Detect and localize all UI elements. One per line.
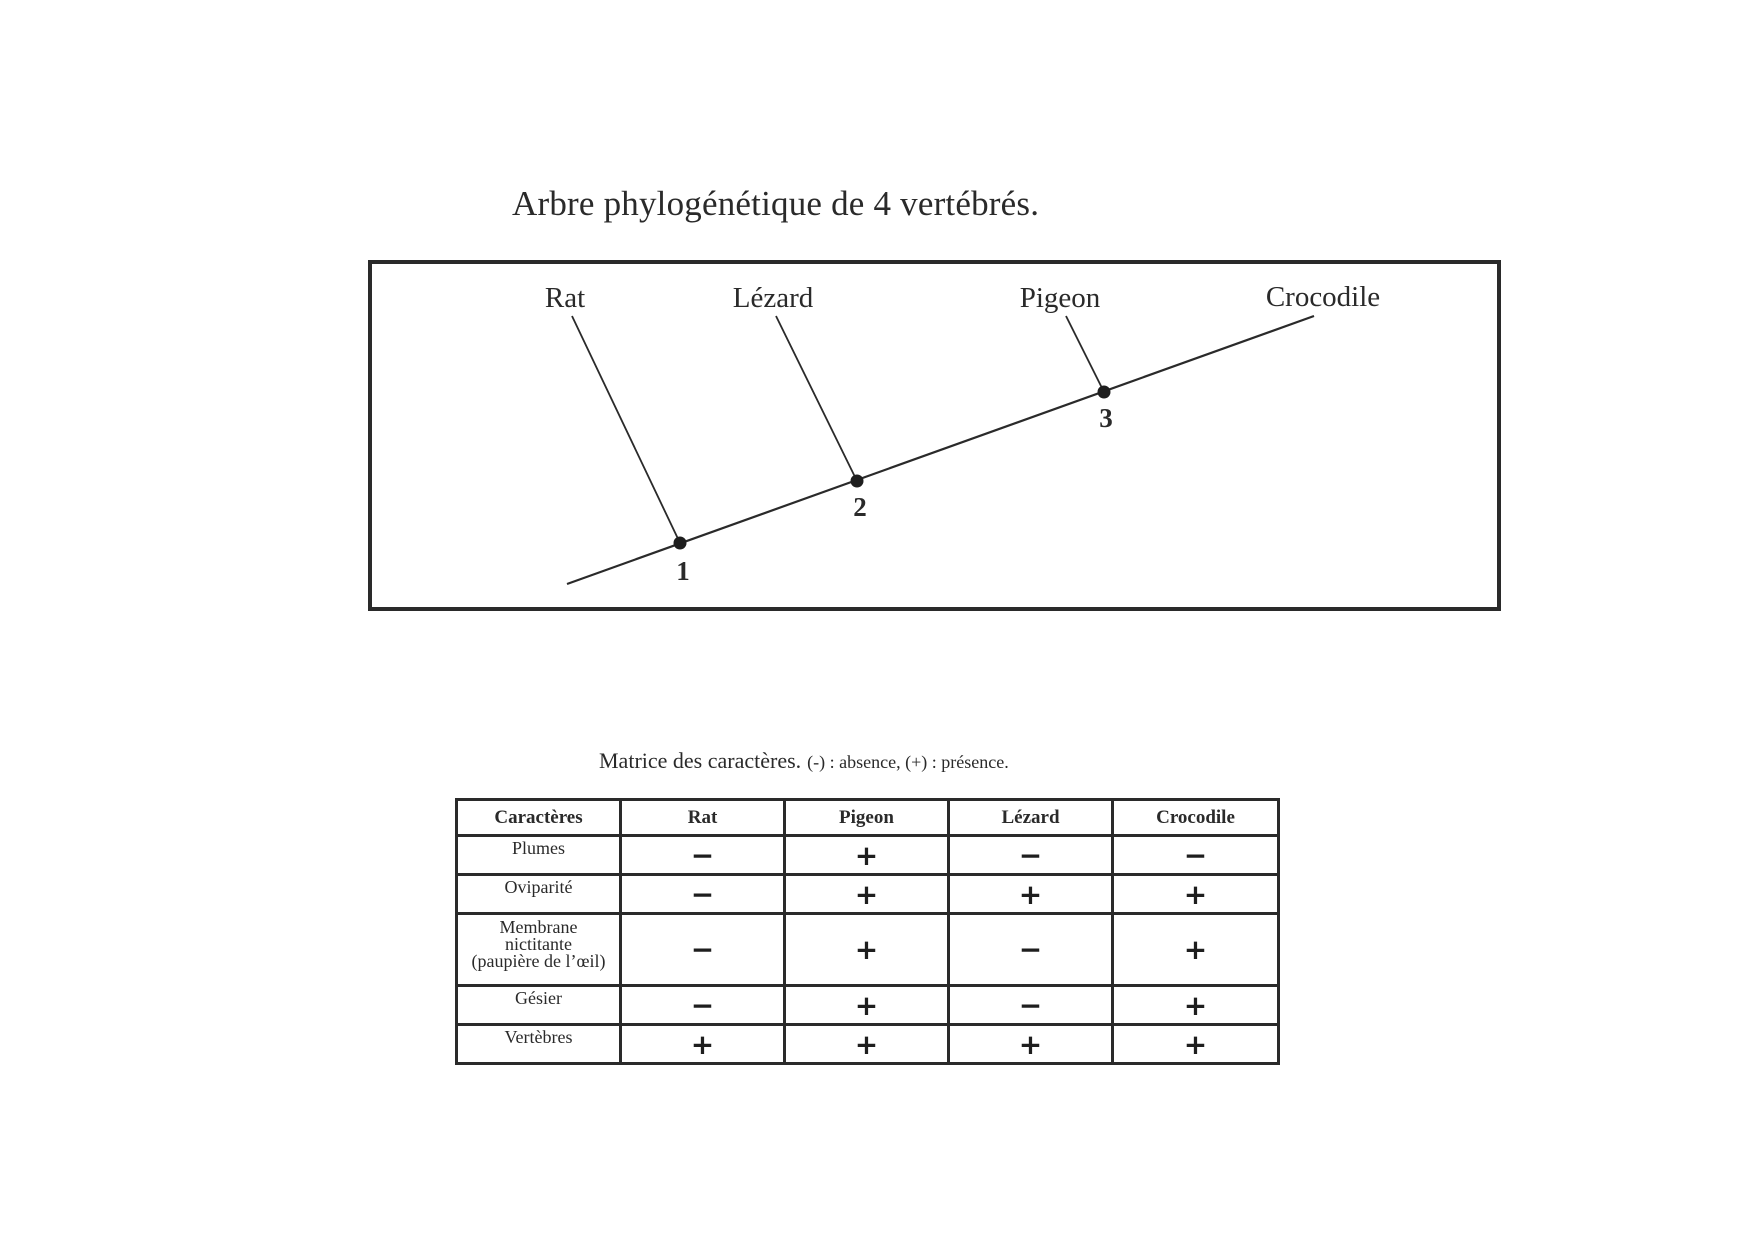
cell-crocodile-vertebres: +	[1113, 1025, 1279, 1064]
table-row	[457, 875, 1279, 914]
cell-pigeon-vertebres: +	[785, 1025, 949, 1064]
character-oviparite: Oviparité	[457, 875, 621, 914]
taxon-label-rat: Rat	[544, 282, 586, 314]
cell-lezard-oviparite: +	[949, 875, 1113, 914]
taxon-label-pigeon: Pigeon	[1019, 282, 1101, 314]
cell-crocodile-gesier: +	[1113, 986, 1279, 1025]
cell-rat-oviparite: −	[621, 875, 785, 914]
node-1-dot	[674, 537, 687, 550]
matrix-header-row	[457, 800, 1279, 836]
branch-rat	[572, 316, 680, 543]
cell-lezard-vertebres: +	[949, 1025, 1113, 1064]
character-membrane-nictitante	[457, 914, 621, 986]
cell-lezard-plumes: −	[949, 836, 1113, 875]
cell-lezard-gesier: −	[949, 986, 1113, 1025]
character-membrane-line-2: nictitante	[505, 934, 572, 954]
table-row	[457, 986, 1279, 1025]
cell-rat-membrane: −	[621, 914, 785, 986]
branch-lezard	[776, 316, 857, 481]
character-gesier: Gésier	[457, 986, 621, 1025]
tree-frame	[370, 262, 1499, 609]
node-2-dot	[851, 475, 864, 488]
character-membrane-line-1: Membrane	[499, 917, 578, 937]
node-3-dot	[1098, 386, 1111, 399]
cell-pigeon-membrane: +	[785, 914, 949, 986]
header-crocodile: Crocodile	[1113, 800, 1279, 836]
character-matrix	[455, 798, 1280, 1065]
cell-rat-vertebres: +	[621, 1025, 785, 1064]
character-membrane-line-3: (paupière de l’œil)	[471, 951, 606, 971]
matrix-legend: (-) : absence, (+) : présence.	[807, 752, 1009, 772]
matrix-title-text: Matrice des caractères.	[599, 748, 802, 773]
cell-lezard-membrane: −	[949, 914, 1113, 986]
node-label-2: 2	[853, 492, 867, 522]
matrix-title	[599, 748, 1009, 774]
header-lezard: Lézard	[949, 800, 1113, 836]
cell-rat-plumes: −	[621, 836, 785, 875]
cell-crocodile-oviparite: +	[1113, 875, 1279, 914]
node-label-3: 3	[1099, 403, 1113, 433]
table-row	[457, 914, 1279, 986]
branch-pigeon	[1066, 316, 1104, 392]
cell-pigeon-oviparite: +	[785, 875, 949, 914]
cell-crocodile-membrane: +	[1113, 914, 1279, 986]
header-rat: Rat	[621, 800, 785, 836]
character-plumes: Plumes	[457, 836, 621, 875]
cell-crocodile-plumes: −	[1113, 836, 1279, 875]
node-label-1: 1	[676, 556, 690, 586]
cell-pigeon-gesier: +	[785, 986, 949, 1025]
character-vertebres: Vertèbres	[457, 1025, 621, 1064]
table-row	[457, 836, 1279, 875]
cell-rat-gesier: −	[621, 986, 785, 1025]
header-caracteres: Caractères	[457, 800, 621, 836]
tree-title: Arbre phylogénétique de 4 vertébrés.	[512, 184, 1040, 223]
table-row	[457, 1025, 1279, 1064]
header-pigeon: Pigeon	[785, 800, 949, 836]
cell-pigeon-plumes: +	[785, 836, 949, 875]
taxon-label-lezard: Lézard	[732, 282, 814, 314]
taxon-label-crocodile: Crocodile	[1265, 281, 1381, 313]
